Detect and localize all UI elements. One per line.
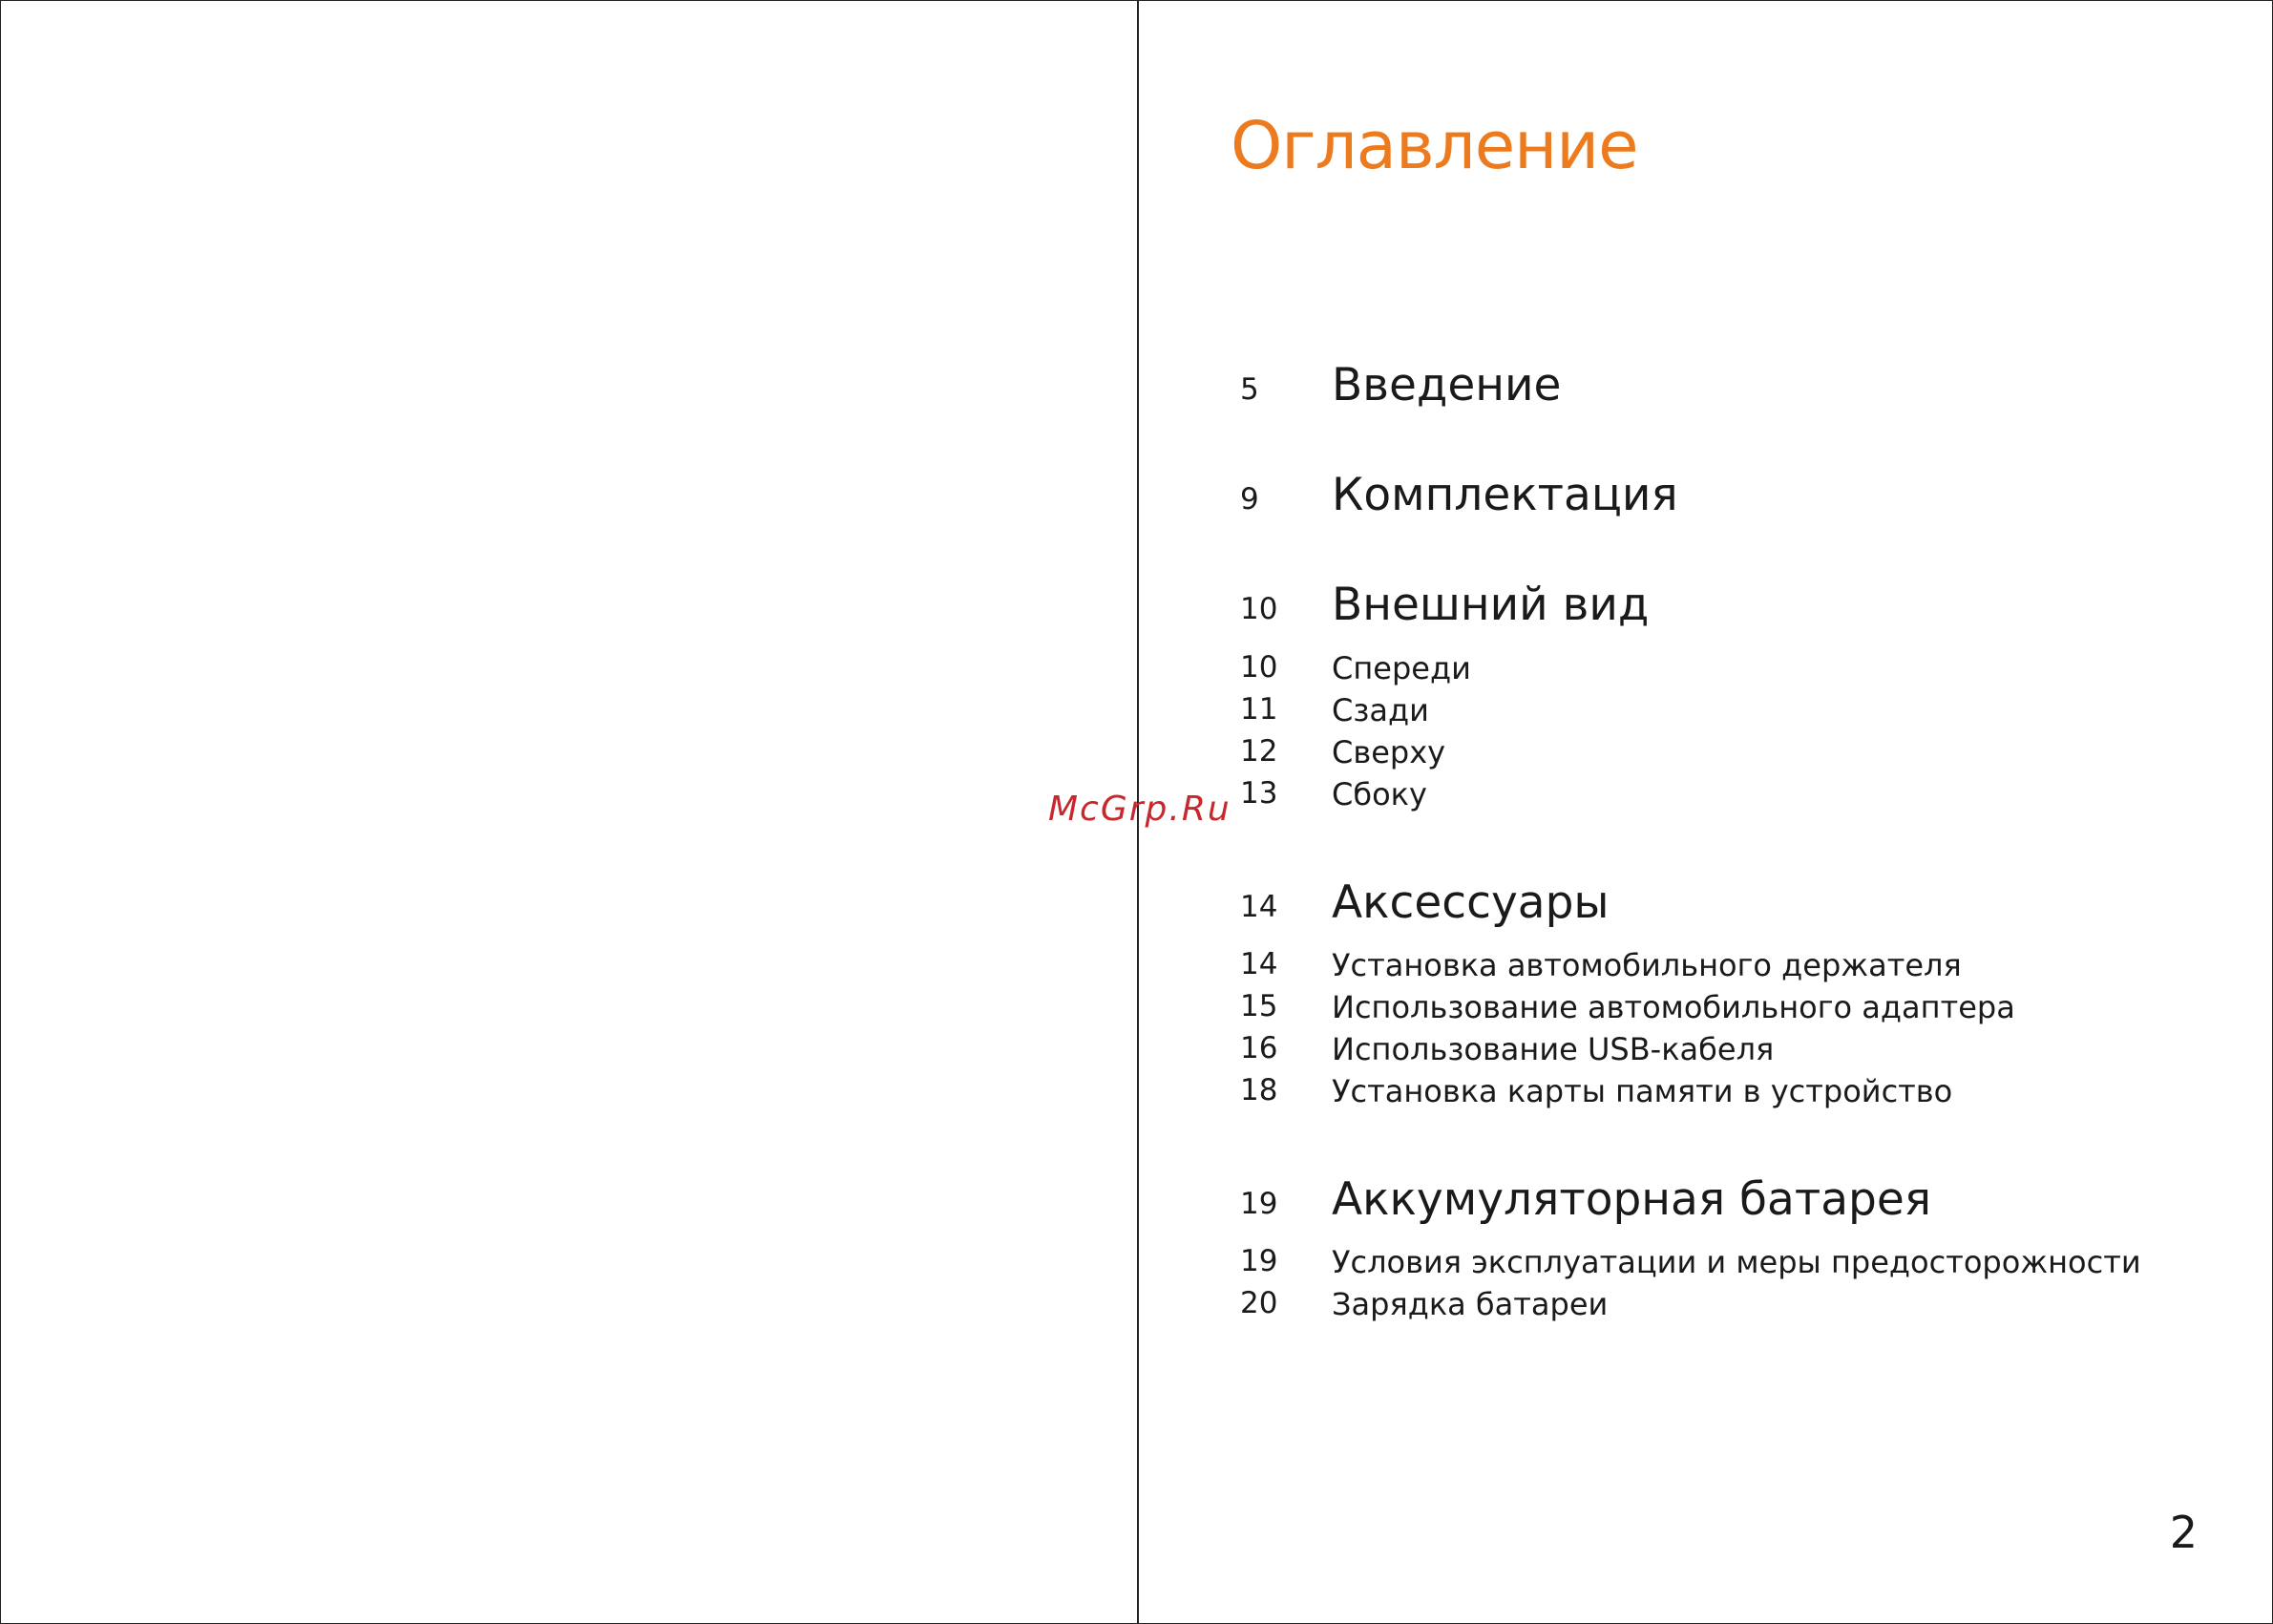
toc-page-number: 11 bbox=[1240, 692, 1278, 727]
toc-title: Внешний вид bbox=[1332, 579, 1650, 631]
toc-title: Условия эксплуатации и меры предосторожности bbox=[1332, 1244, 2141, 1280]
right-page bbox=[1139, 1, 2272, 1623]
toc-page-number: 18 bbox=[1240, 1073, 1278, 1107]
watermark: McGrp.Ru bbox=[1048, 790, 1231, 829]
toc-page-number: 19 bbox=[1240, 1244, 1278, 1278]
page-number: 2 bbox=[2169, 1507, 2198, 1558]
toc-title: Спереди bbox=[1332, 650, 1471, 686]
toc-title: Аккумуляторная батарея bbox=[1332, 1173, 1932, 1226]
toc-title: Комплектация bbox=[1332, 469, 1678, 521]
toc-page-number: 9 bbox=[1240, 482, 1259, 517]
toc-title: Зарядка батареи bbox=[1332, 1286, 1609, 1322]
toc-title: Сверху bbox=[1332, 734, 1446, 770]
toc-page-number: 16 bbox=[1240, 1031, 1278, 1065]
toc-page-number: 10 bbox=[1240, 592, 1278, 626]
toc-title: Сзади bbox=[1332, 692, 1429, 728]
toc-page-number: 12 bbox=[1240, 734, 1278, 769]
toc-title: Установка карты памяти в устройство bbox=[1332, 1073, 1953, 1109]
toc-page-number: 5 bbox=[1240, 372, 1259, 407]
toc-title: Аксессуары bbox=[1332, 876, 1610, 929]
toc-title: Сбоку bbox=[1332, 776, 1427, 812]
toc-title: Введение bbox=[1332, 359, 1562, 411]
toc-title: Установка автомобильного держателя bbox=[1332, 947, 1962, 983]
toc-page-number: 15 bbox=[1240, 989, 1278, 1023]
left-page bbox=[1, 1, 1137, 1623]
toc-page-number: 14 bbox=[1240, 947, 1278, 981]
toc-page-number: 19 bbox=[1240, 1187, 1278, 1221]
page-title: Оглавление bbox=[1231, 108, 1638, 184]
toc-page-number: 13 bbox=[1240, 776, 1278, 811]
toc-title: Использование автомобильного адаптера bbox=[1332, 989, 2015, 1025]
toc-title: Использование USB-кабеля bbox=[1332, 1031, 1775, 1067]
toc-page-number: 14 bbox=[1240, 890, 1278, 924]
toc-page-number: 20 bbox=[1240, 1286, 1278, 1320]
toc-page-number: 10 bbox=[1240, 650, 1278, 685]
